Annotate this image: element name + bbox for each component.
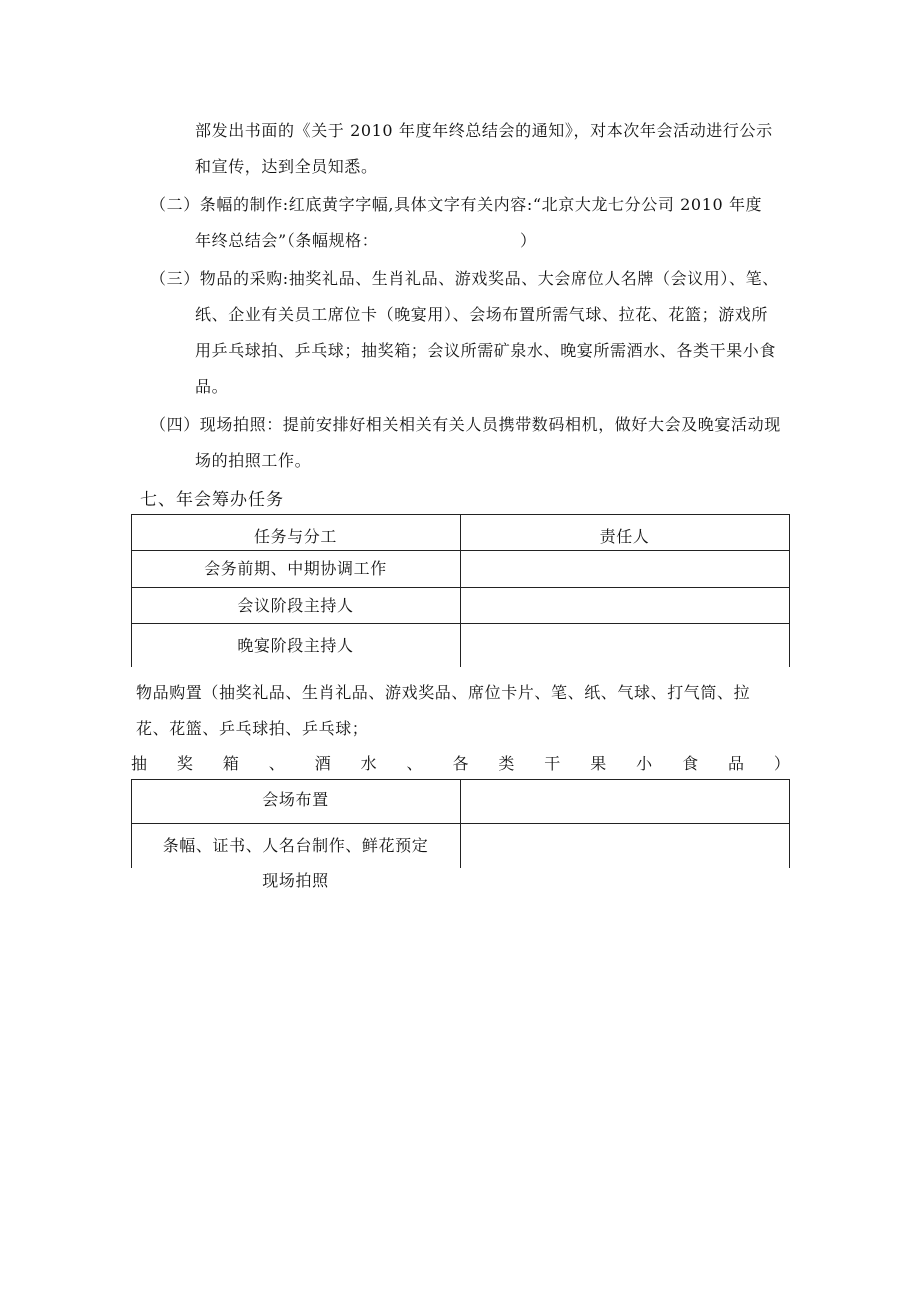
section-title: 七、年会筹办任务 [140,490,284,510]
paragraph-1-line-1: 部发出书面的《关于 2010 年度年终总结会的通知》，对本次年会活动进行公示 [195,121,773,140]
paragraph-3-line-1: （三）物品的采购:抽奖礼品、生肖礼品、游戏奖品、大会席位人名牌（会议用）、笔、 [150,269,779,288]
purchase-token: 食 [682,754,699,773]
table-row: 晚宴阶段主持人 [237,636,354,655]
paragraph-3-line-3: 用乒乓球拍、乒乓球；抽奖箱；会议所需矿泉水、晚宴所需酒水、各类干果小食 [195,341,777,360]
purchase-token: 、 [406,754,423,773]
purchase-line-3 [131,754,790,774]
paragraph-2-line-2: 年终总结会”（条幅规格： [195,231,379,250]
purchase-token: 酒 [314,754,331,773]
table-header-person: 责任人 [599,527,650,546]
paragraph-4-line-2: 场的拍照工作。 [195,451,312,470]
purchase-token: 类 [498,754,515,773]
table-border-right [789,779,790,868]
table-border-middle [460,779,461,868]
purchase-token: ） [773,754,790,773]
purchase-token: 各 [452,754,469,773]
purchase-token: 抽 [131,754,148,773]
purchase-line-2: 花、花篮、乒乓球拍、乒乓球； [136,719,369,738]
purchase-token: 奖 [176,754,193,773]
purchase-token: 、 [268,754,285,773]
table-row: 条幅、证书、人名台制作、鲜花预定 [162,836,429,855]
table-header-task: 任务与分工 [253,527,337,546]
table-row: 会议阶段主持人 [237,596,354,615]
paragraph-3-line-2: 纸、企业有关员工席位卡（晚宴用）、会场布置所需气球、拉花、花篮；游戏所 [195,305,769,324]
purchase-line-1: 物品购置（抽奖礼品、生肖礼品、游戏奖品、席位卡片、笔、纸、气球、打气筒、拉 [136,683,751,702]
table-row: 会场布置 [262,790,329,809]
table-row: 会务前期、中期协调工作 [204,559,387,578]
paragraph-3-line-4: 品。 [195,377,229,396]
table-border-right [789,514,790,667]
paragraph-1-line-2: 和宣传，达到全员知悉。 [195,157,378,176]
paragraph-2-line-1: （二）条幅的制作:红底黄字字幅,具体文字有关内容:“北京大龙七分公司 2010 年度 [150,195,763,214]
purchase-token: 水 [360,754,377,773]
purchase-token: 干 [544,754,561,773]
purchase-token: 箱 [222,754,239,773]
table-row-trailing: 现场拍照 [262,871,329,890]
paragraph-2-line-2-end: ） [520,231,537,250]
purchase-token: 品 [727,754,744,773]
paragraph-4-line-1: （四）现场拍照：提前安排好相关相关有关人员携带数码相机，做好大会及晚宴活动现 [150,415,781,434]
purchase-token: 小 [636,754,653,773]
purchase-token: 果 [590,754,607,773]
